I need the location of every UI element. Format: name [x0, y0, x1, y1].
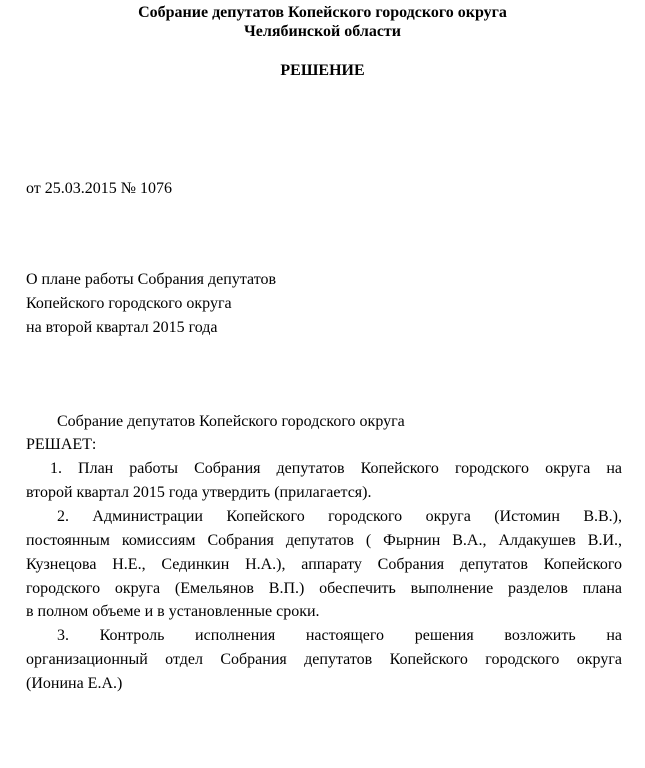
item-3-line-3: (Ионина Е.А.) — [26, 675, 123, 692]
item-1-line-1: 1. План работы Собрания депутатов Копейского городского округа на — [50, 460, 622, 477]
date-and-number: от 25.03.2015 № 1076 — [26, 180, 173, 197]
item-3-line-2: организационный отдел Собрания депутатов Копейского городского округа — [26, 651, 622, 668]
item-3-line-1: 3. Контроль исполнения настоящего решения возложить на — [57, 627, 622, 644]
body-intro: Собрание депутатов Копейского городского округа — [57, 413, 405, 430]
item-2-line-5: в полном объеме и в установленные сроки. — [26, 603, 320, 620]
item-2-line-3: Кузнецова Н.Е., Сединкин Н.А.), аппарату Собрания депутатов Копейского — [26, 556, 622, 573]
subject-line-2: Копейского городского округа — [26, 295, 232, 312]
subject-line-1: О плане работы Собрания депутатов — [26, 271, 277, 288]
item-2-line-4: городского округа (Емельянов В.П.) обеспечить выполнение разделов плана — [26, 580, 622, 597]
item-2-line-1: 2. Администрации Копейского городского округа (Истомин В.В.), — [57, 508, 622, 525]
organization-region: Челябинской области — [244, 23, 401, 40]
item-1-line-2: второй квартал 2015 года утвердить (прилагается). — [26, 484, 372, 501]
subject-line-3: на второй квартал 2015 года — [26, 319, 218, 336]
item-2-line-2: постоянным комиссиям Собрания депутатов ( Фырнин В.А., Алдакушев В.И., — [26, 532, 622, 549]
document-type-title: РЕШЕНИЕ — [280, 62, 365, 79]
body-decides: РЕШАЕТ: — [26, 436, 97, 453]
organization-name: Собрание депутатов Копейского городского округа — [138, 4, 507, 21]
